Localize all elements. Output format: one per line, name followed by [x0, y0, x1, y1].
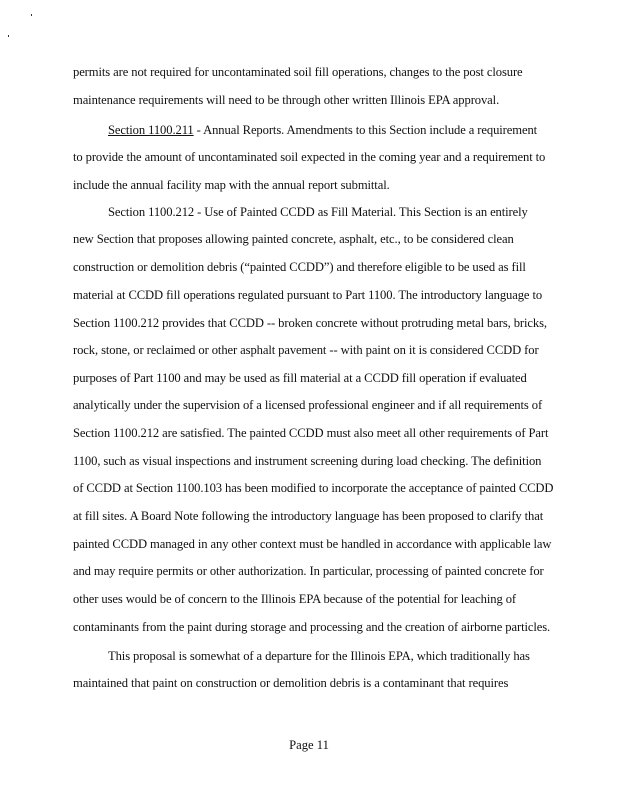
- paragraph-4-line-1: This proposal is somewhat of a departure for the Illinois EPA, which traditionally has: [108, 649, 530, 663]
- paragraph-2-line-2: to provide the amount of uncontaminated soil expected in the coming year and a requirement to: [73, 150, 546, 164]
- paragraph-3-line-16: contaminants from the paint during storage and processing and the creation of airborne particles.: [73, 620, 551, 634]
- paragraph-3-line-15: other uses would be of concern to the Illinois EPA because of the potential for leaching of: [73, 592, 516, 606]
- paragraph-3-line-14: and may require permits or other authorization. In particular, processing of painted concrete for: [73, 564, 544, 578]
- paragraph-3-line-4: material at CCDD fill operations regulated pursuant to Part 1100. The introductory language to: [73, 288, 543, 302]
- scan-speck: [8, 35, 9, 37]
- scan-speck: [31, 14, 32, 16]
- paragraph-2-line-1: [108, 122, 580, 138]
- paragraph-3-line-3: construction or demolition debris (“painted CCDD”) and therefore eligible to be used as fill: [73, 260, 526, 274]
- paragraph-3-line-9: Section 1100.212 are satisfied. The painted CCDD must also meet all other requirements of Part: [73, 426, 549, 440]
- section-1100-211-title: - Annual Reports. Amendments to this Section include a requirement: [193, 123, 538, 137]
- paragraph-1-line-1: permits are not required for uncontaminated soil fill operations, changes to the post closure: [73, 65, 523, 79]
- paragraph-3-line-11: of CCDD at Section 1100.103 has been modified to incorporate the acceptance of painted CCDD: [73, 481, 554, 495]
- paragraph-3-line-10: 1100, such as visual inspections and instrument screening during load checking. The definition: [73, 454, 542, 468]
- paragraph-3-line-6: rock, stone, or reclaimed or other asphalt pavement -- with paint on it is considered CCDD for: [73, 343, 539, 357]
- paragraph-3-line-8: analytically under the supervision of a licensed professional engineer and if all requirements of: [73, 398, 543, 412]
- paragraph-3-line-13: painted CCDD managed in any other context must be handled in accordance with applicable law: [73, 537, 552, 551]
- paragraph-2-line-3: include the annual facility map with the annual report submittal.: [73, 178, 390, 192]
- paragraph-1-line-2: maintenance requirements will need to be through other written Illinois EPA approval.: [73, 93, 500, 107]
- paragraph-3-line-1: Section 1100.212 - Use of Painted CCDD as Fill Material. This Section is an entirely: [108, 205, 528, 219]
- paragraph-4-line-2: maintained that paint on construction or demolition debris is a contaminant that requires: [73, 676, 509, 690]
- page-number: Page 11: [289, 738, 329, 752]
- paragraph-3-line-2: new Section that proposes allowing painted concrete, asphalt, etc., to be considered clean: [73, 232, 514, 246]
- paragraph-3-line-12: at fill sites. A Board Note following the introductory language has been proposed to clarify that: [73, 509, 544, 523]
- section-1100-211-ref: Section 1100.211: [108, 123, 194, 137]
- paragraph-3-line-7: purposes of Part 1100 and may be used as fill material at a CCDD fill operation if evaluated: [73, 371, 527, 385]
- paragraph-3-line-5: Section 1100.212 provides that CCDD -- broken concrete without protruding metal bars, bricks,: [73, 316, 547, 330]
